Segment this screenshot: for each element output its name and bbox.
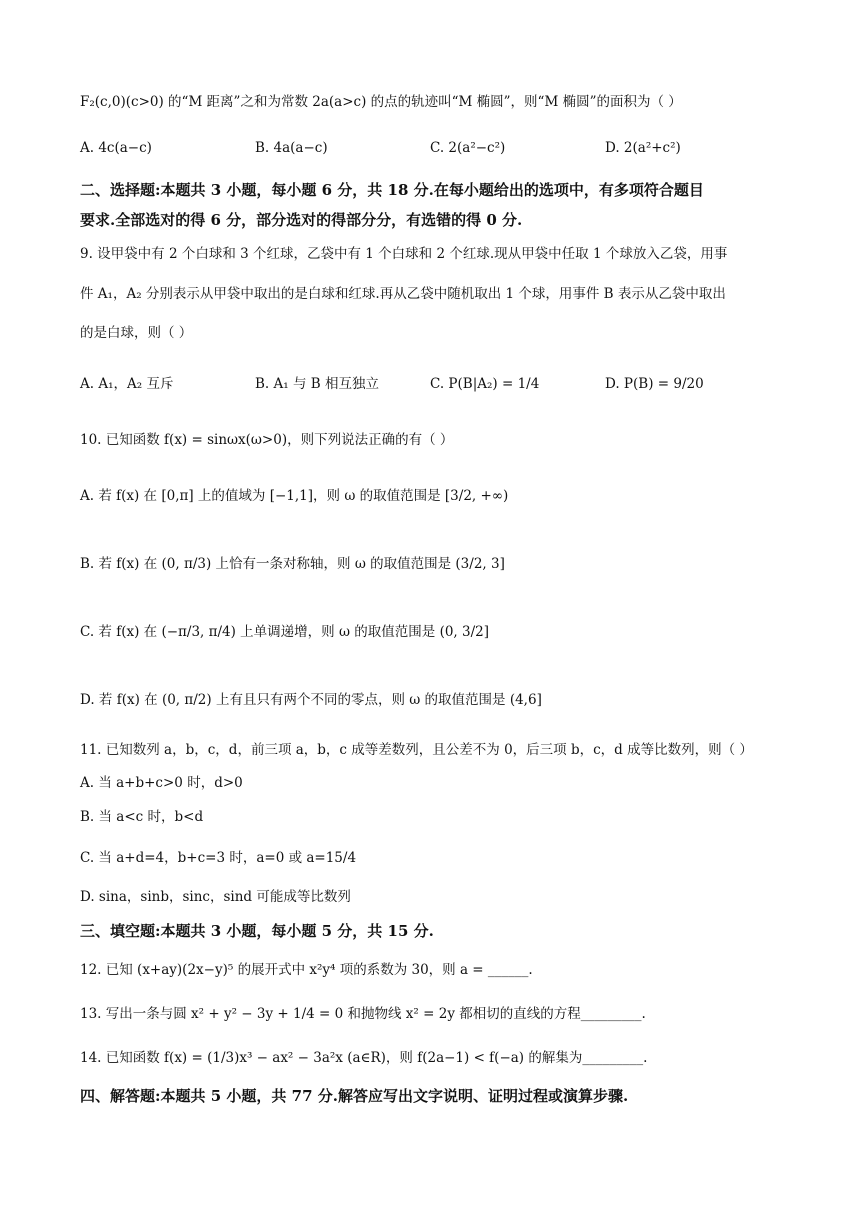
q13-line: 13. 写出一条与圆 x² + y² − 3y + 1/4 = 0 和抛物线 x² = 2y 都相切的直线的方程_________. xyxy=(80,1006,646,1022)
q9-option-c: C. P(B|A₂) = 1/4 xyxy=(430,376,540,392)
q10-option-c: C. 若 f(x) 在 (−π/3, π/4) 上单调递增，则 ω 的取值范围是 (0, 3/2] xyxy=(80,624,490,640)
section-2-heading-line2: 要求.全部选对的得 6 分，部分选对的得部分分，有选错的得 0 分. xyxy=(80,211,523,229)
q11-stem: 11. 已知数列 a，b，c，d，前三项 a，b，c 成等差数列，且公差不为 0，后三项 b，c，d 成等比数列，则（ ） xyxy=(80,742,753,758)
prev-question-line: F₂(c,0)(c>0) 的“M 距离”之和为常数 2a(a>c) 的点的轨迹叫“M 椭圆”，则“M 椭圆”的面积为（ ） xyxy=(80,94,682,110)
q10-stem: 10. 已知函数 f(x) = sinωx(ω>0)，则下列说法正确的有（ ） xyxy=(80,432,454,448)
section-4-heading: 四、解答题:本题共 5 小题，共 77 分.解答应写出文字说明、证明过程或演算步骤. xyxy=(80,1087,629,1105)
prev-option-c: C. 2(a²−c²) xyxy=(430,140,506,156)
q11-option-c: C. 当 a+d=4，b+c=3 时，a=0 或 a=15/4 xyxy=(80,850,357,866)
q9-line1: 9. 设甲袋中有 2 个白球和 3 个红球，乙袋中有 1 个白球和 2 个红球.现从甲袋中任取 1 个球放入乙袋，用事 xyxy=(80,246,728,262)
q9-option-d: D. P(B) = 9/20 xyxy=(605,376,704,392)
prev-option-a: A. 4c(a−c) xyxy=(80,140,152,156)
q11-option-b: B. 当 a<c 时，b<d xyxy=(80,809,204,825)
q12-line: 12. 已知 (x+ay)(2x−y)⁵ 的展开式中 x²y⁴ 项的系数为 30，则 a = ______. xyxy=(80,962,533,978)
q9-line3: 的是白球，则（ ） xyxy=(80,325,193,341)
prev-option-d: D. 2(a²+c²) xyxy=(605,140,681,156)
q14-line: 14. 已知函数 f(x) = (1/3)x³ − ax² − 3a²x (a∈R)，则 f(2a−1) < f(−a) 的解集为_________. xyxy=(80,1050,648,1066)
q9-option-b: B. A₁ 与 B 相互独立 xyxy=(255,376,379,392)
q11-option-d: D. sina，sinb，sinc，sind 可能成等比数列 xyxy=(80,889,351,905)
q10-option-d: D. 若 f(x) 在 (0, π/2) 上有且只有两个不同的零点，则 ω 的取值范围是 (4,6] xyxy=(80,692,542,708)
q11-option-a: A. 当 a+b+c>0 时，d>0 xyxy=(80,775,243,791)
prev-option-b: B. 4a(a−c) xyxy=(255,140,328,156)
section-2-heading-line1: 二、选择题:本题共 3 小题，每小题 6 分，共 18 分.在每小题给出的选项中，有多项符合题目 xyxy=(80,181,704,199)
q9-option-a: A. A₁，A₂ 互斥 xyxy=(80,376,174,392)
q9-line2: 件 A₁，A₂ 分别表示从甲袋中取出的是白球和红球.再从乙袋中随机取出 1 个球，用事件 B 表示从乙袋中取出 xyxy=(80,286,726,302)
section-3-heading: 三、填空题:本题共 3 小题，每小题 5 分，共 15 分. xyxy=(80,922,434,940)
q10-option-b: B. 若 f(x) 在 (0, π/3) 上恰有一条对称轴，则 ω 的取值范围是 (3/2, 3] xyxy=(80,556,505,572)
q10-option-a: A. 若 f(x) 在 [0,π] 上的值域为 [−1,1]，则 ω 的取值范围是 [3/2, +∞) xyxy=(80,488,509,504)
